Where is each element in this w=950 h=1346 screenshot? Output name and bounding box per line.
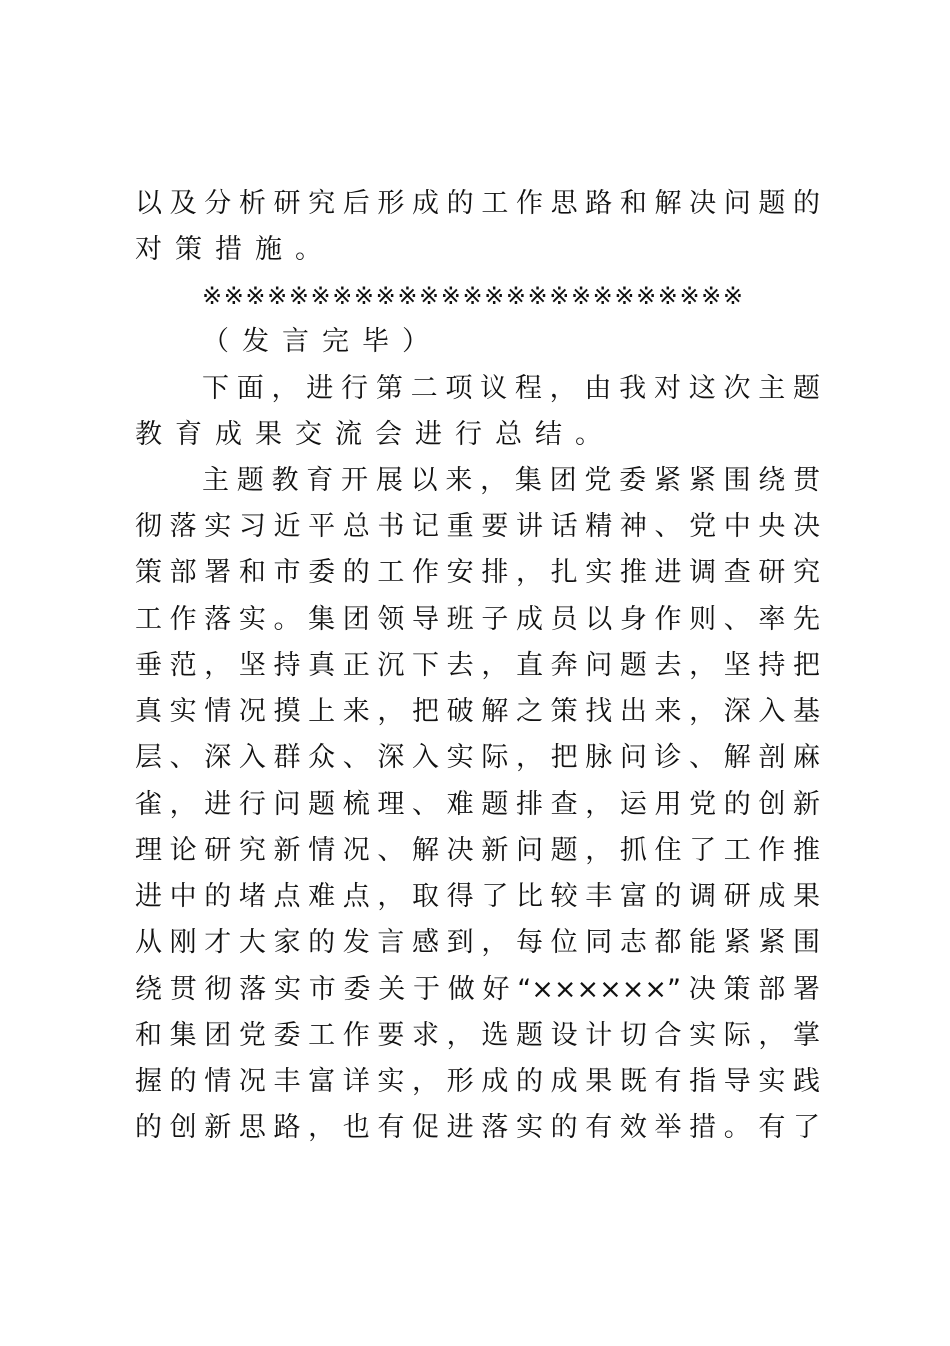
separator-stars: ※※※※※※※※※※※※※※※※※※※※※※※※※ (202, 282, 742, 310)
text-line-17: 从刚才大家的发言感到，每位同志都能紧紧围 (135, 927, 820, 958)
text-line-8: 彻落实习近平总书记重要讲话精神、党中央决 (135, 511, 820, 542)
text-line-7: 主题教育开展以来，集团党委紧紧围绕贯 (202, 465, 820, 496)
text-line-14: 雀，进行问题梳理、难题排查，运用党的创新 (135, 789, 820, 820)
text-line-18: 绕贯彻落实市委关于做好“××××××”决策部署 (135, 974, 820, 1005)
text-line-9: 策部署和市委的工作安排，扎实推进调查研究 (135, 557, 820, 588)
text-line-6: 教育成果交流会进行总结。 (135, 419, 615, 450)
speech-end-note: （发言完毕） (202, 326, 442, 357)
text-line-13: 层、深入群众、深入实际，把脉问诊、解剖麻 (135, 742, 820, 773)
text-line-16: 进中的堵点难点，取得了比较丰富的调研成果 (135, 881, 820, 912)
text-line-11: 垂范，坚持真正沉下去，直奔问题去，坚持把 (135, 650, 820, 681)
text-line-19: 和集团党委工作要求，选题设计切合实际，掌 (135, 1020, 820, 1051)
text-line-20: 握的情况丰富详实，形成的成果既有指导实践 (135, 1066, 820, 1097)
text-line-10: 工作落实。集团领导班子成员以身作则、率先 (135, 604, 820, 635)
text-line-12: 真实情况摸上来，把破解之策找出来，深入基 (135, 696, 820, 727)
text-line-2: 对策措施。 (135, 234, 335, 265)
text-line-15: 理论研究新情况、解决新问题，抓住了工作推 (135, 835, 820, 866)
text-line-1: 以及分析研究后形成的工作思路和解决问题的 (135, 188, 820, 219)
text-line-5: 下面，进行第二项议程，由我对这次主题 (202, 373, 820, 404)
text-line-21: 的创新思路，也有促进落实的有效举措。有了 (135, 1112, 820, 1143)
